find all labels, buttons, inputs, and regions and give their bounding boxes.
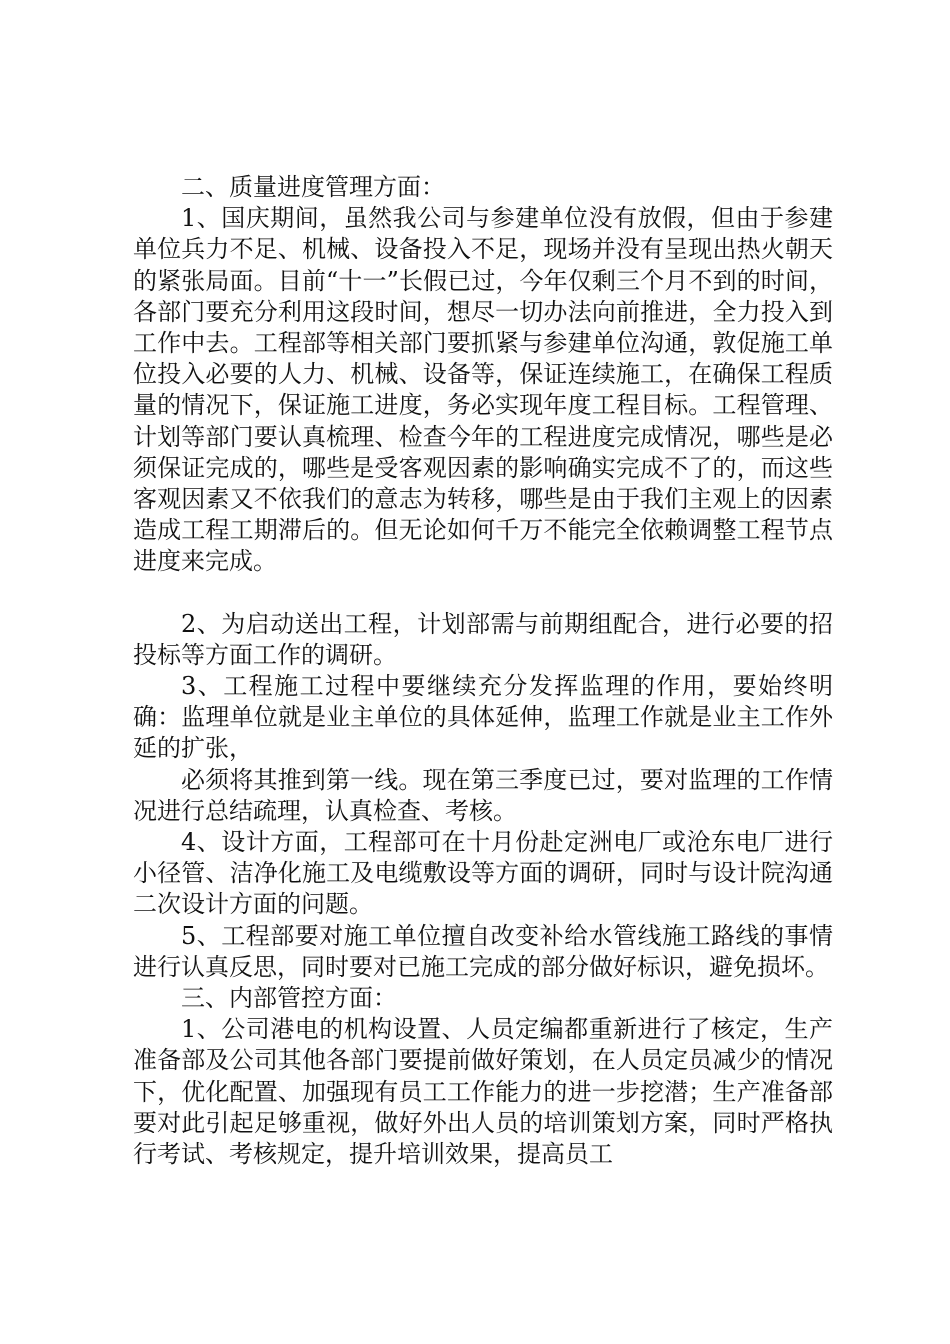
paragraph-item-5: 5、工程部要对施工单位擅自改变补给水管线施工路线的事情进行认真反思，同时要对已施工完成的部分做好标识，避免损坏。 (133, 921, 833, 981)
paragraph-internal-item-1: 1、公司港电的机构设置、人员定编都重新进行了核定，生产准备部及公司其他各部门要提前做好策划，在人员定员减少的情况下，优化配置、加强现有员工工作能力的进一步挖潜；生产准备部要对此引起足够重视，做好外出人员的培训策划方案，同时严格执行考试、考核规定，提升培训效果，提高员工 (133, 1015, 833, 1169)
paragraph-item-3: 3、工程施工过程中要继续充分发挥监理的作用，要始终明确：监理单位就是业主单位的具体延伸，监理工作就是业主工作外延的扩张， (133, 672, 833, 763)
section-heading-quality-progress: 二、质量进度管理方面： (181, 173, 445, 201)
paragraph-item-3-continued: 必须将其推到第一线。现在第三季度已过，要对监理的工作情况进行总结疏理，认真检查、考核。 (133, 765, 833, 825)
section-heading-internal-control: 三、内部管控方面： (181, 984, 397, 1013)
paragraph-item-4: 4、设计方面，工程部可在十月份赴定洲电厂或沧东电厂进行小径管、洁净化施工及电缆敷设等方面的调研，同时与设计院沟通二次设计方面的问题。 (133, 828, 833, 919)
paragraph-item-2: 2、为启动送出工程，计划部需与前期组配合，进行必要的招投标等方面工作的调研。 (133, 609, 833, 669)
paragraph-item-1: 1、国庆期间，虽然我公司与参建单位没有放假，但由于参建单位兵力不足、机械、设备投入不足，现场并没有呈现出热火朝天的紧张局面。目前“十一”长假已过，今年仅剩三个月不到的时间，各部门要充分利用这段时间，想尽一切办法向前推进，全力投入到工作中去。工程部等相关部门要抓紧与参建单位沟通，敦促施工单位投入必要的人力、机械、设备等，保证连续施工，在确保工程质量的情况下，保证施工进度，务必实现年度工程目标。工程管理、计划等部门要认真梳理、检查今年的工程进度完成情况，哪些是必须保证完成的，哪些是受客观因素的影响确实完成不了的，而这些客观因素又不依我们的意志为转移，哪些是由于我们主观上的因素造成工程工期滞后的。但无论如何千万不能完全依赖调整工程节点进度来完成。 (133, 204, 833, 576)
document-body (133, 172, 833, 1170)
